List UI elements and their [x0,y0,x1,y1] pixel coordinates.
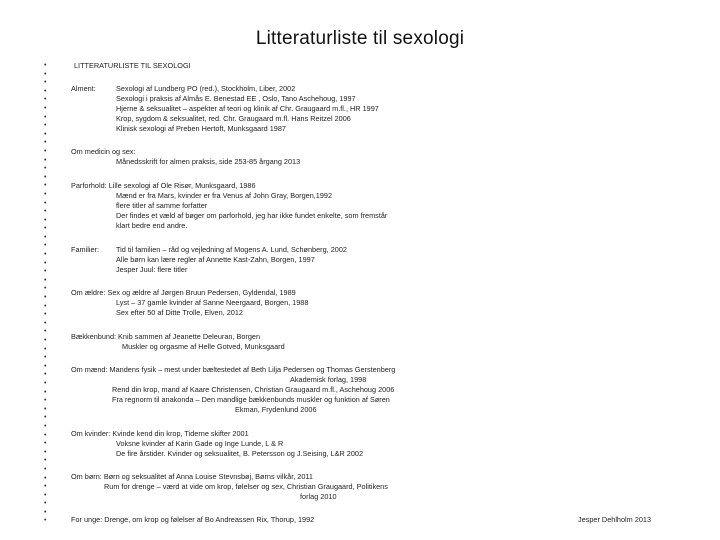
bullet-mark: • [44,319,47,327]
line-unge-1: For unge: Drenge, om krop og følelser af Bo Andreassen Rix, Thorup, 1992 [71,515,315,524]
line-parforhold-1: Parforhold: Lille sexologi af Ole Risør, Munksgaard, 1986 [71,181,256,190]
bullet-mark: • [44,474,47,482]
bullet-mark: • [44,311,47,319]
bullet-mark: • [44,379,47,387]
bullet-mark: • [44,242,47,250]
bullet-mark: • [44,79,47,87]
line-alment-2: Sexologi i praksis af Almås E. Benestad EE , Oslo, Tano Aschehoug, 1997 [116,94,356,103]
bullet-mark: • [44,62,47,69]
bullet-column [44,62,52,526]
line-parforhold-3: flere titler af samme forfatter [116,201,208,210]
line-boern-1: Om børn: Børn og seksualitet af Anna Louise Stevnsbøj, Børns vilkår, 2011 [71,472,313,481]
line-aeldre-3: Sex efter 50 af Ditte Trolle, Elven, 2012 [116,308,243,317]
bullet-mark: • [44,414,47,422]
line-aeldre-2: Lyst – 37 gamle kvinder af Sanne Neergaard, Borgen, 1988 [116,298,309,307]
bullet-mark: • [44,199,47,207]
bullet-mark: • [44,422,47,430]
line-parforhold-2: Mænd er fra Mars, kvinder er fra Venus af John Gray, Borgen,1992 [116,191,333,200]
line-maend-4: Fra regnorm til anakonda – Den mandlige bækkenbunds muskler og funktion af Søren [112,395,390,404]
bullet-mark: • [44,465,47,473]
line-familier-2: Alle børn kan lære regler af Annette Kast-Zahn, Borgen, 1997 [116,255,315,264]
bullet-mark: • [44,139,47,147]
bullet-mark: • [44,225,47,233]
author-signature: Jesper Dehlholm 2013 [578,515,652,524]
line-maend-2: Akademisk forlag, 1998 [290,375,367,384]
line-parforhold-5: klart bedre end andre. [116,221,188,230]
line-medicin-label: Om medicin og sex: [71,147,136,156]
bullet-mark: • [44,457,47,465]
line-familier-3: Jesper Juul: flere titler [116,265,188,274]
bullet-mark: • [44,96,47,104]
bullet-mark: • [44,345,47,353]
line-kvinder-3: De fire årstider. Kvinder og seksualitet, B. Petersson og J.Seising, L&R 2002 [116,449,364,458]
bullet-mark: • [44,500,47,508]
line-alment-4: Krop, sygdom & seksualitet, red. Chr. Graugaard m.fl. Hans Reitzel 2006 [116,114,351,123]
bullet-mark: • [44,156,47,164]
line-kvinder-2: Voksne kvinder af Karin Gade og Inge Lunde, L & R [116,439,284,448]
bullet-mark: • [44,259,47,267]
bullet-mark: • [44,173,47,181]
bullet-mark: • [44,328,47,336]
bullet-mark: • [44,276,47,284]
bullet-mark: • [44,70,47,78]
bullet-mark: • [44,268,47,276]
bullet-mark: • [44,294,47,302]
line-familier-label: Familier: [71,245,99,254]
line-familier-1: Tid til familien – råd og vejledning af Mogens A. Lund, Schønberg, 2002 [116,245,347,254]
document-title: Litteraturliste til sexologi [255,28,465,49]
bullet-mark: • [44,130,47,138]
bullet-mark: • [44,87,47,95]
line-maend-5: Ekman, Frydenlund 2006 [235,405,317,414]
bullet-mark: • [44,440,47,448]
bullet-mark: • [44,483,47,491]
bullet-mark: • [44,362,47,370]
bullet-mark: • [44,285,47,293]
bullet-mark: • [44,208,47,216]
line-alment-5: Klinisk sexologi af Preben Hertoft, Munksgaard 1987 [116,124,286,133]
bullet-mark: • [44,397,47,405]
bullet-mark: • [44,122,47,130]
bullet-mark: • [44,216,47,224]
bullet-mark: • [44,405,47,413]
line-medicin-1: Månedsskrift for almen praksis, side 253-85 årgang 2013 [116,157,301,166]
line-heading: LITTERATURLISTE TIL SEXOLOGI [74,61,191,70]
line-boern-2: Rum for drenge – værd at vide om krop, følelser og sex, Christian Graugaard, Politikens [104,482,388,491]
bullet-mark: • [44,113,47,121]
bullet-mark: • [44,302,47,310]
line-baekkenbund-2: Muskler og orgasme af Helle Gotved, Munksgaard [122,342,285,351]
line-alment-3: Hjerne & seksualitet – aspekter af teori og klinik af Chr. Graugaard m.fl., HR 1997 [116,104,379,113]
bullet-mark: • [44,508,47,516]
line-aeldre-1: Om ældre: Sex og ældre af Jørgen Bruun Pedersen, Gyldendal, 1989 [71,288,296,297]
line-alment-1: Sexologi af Lundberg PO (red.), Stockholm, Liber, 2002 [116,84,296,93]
bullet-mark: • [44,147,47,155]
bullet-mark: • [44,190,47,198]
line-baekkenbund-1: Bækkenbund: Knib sammen af Jeanette Deleuran, Borgen [71,332,261,341]
bullet-mark: • [44,354,47,362]
bullet-mark: • [44,233,47,241]
bullet-mark: • [44,448,47,456]
line-boern-3: forlag 2010 [300,492,337,501]
bullet-mark: • [44,165,47,173]
bullet-mark: • [44,104,47,112]
line-maend-3: Rend din krop, mand af Kaare Christensen, Christian Graugaard m.fl., Aschehoug 2006 [112,385,395,394]
bullet-mark: • [44,182,47,190]
bullet-mark: • [44,371,47,379]
bullet-mark: • [44,517,47,525]
line-parforhold-4: Der findes et væld af bøger om parforhold, jeg har ikke fundet enkelte, som fremstår [116,211,388,220]
line-alment-label: Alment: [71,84,96,93]
line-kvinder-1: Om kvinder: Kvinde kend din krop, Tiderne skifter 2001 [71,429,249,438]
bullet-mark: • [44,431,47,439]
bullet-mark: • [44,251,47,259]
bullet-mark: • [44,491,47,499]
bullet-mark: • [44,337,47,344]
bullet-mark: • [44,388,47,396]
line-maend-1: Om mænd: Mandens fysik – mest under bæltestedet af Beth Lilja Pedersen og Thomas Gerstenberg [71,365,396,374]
